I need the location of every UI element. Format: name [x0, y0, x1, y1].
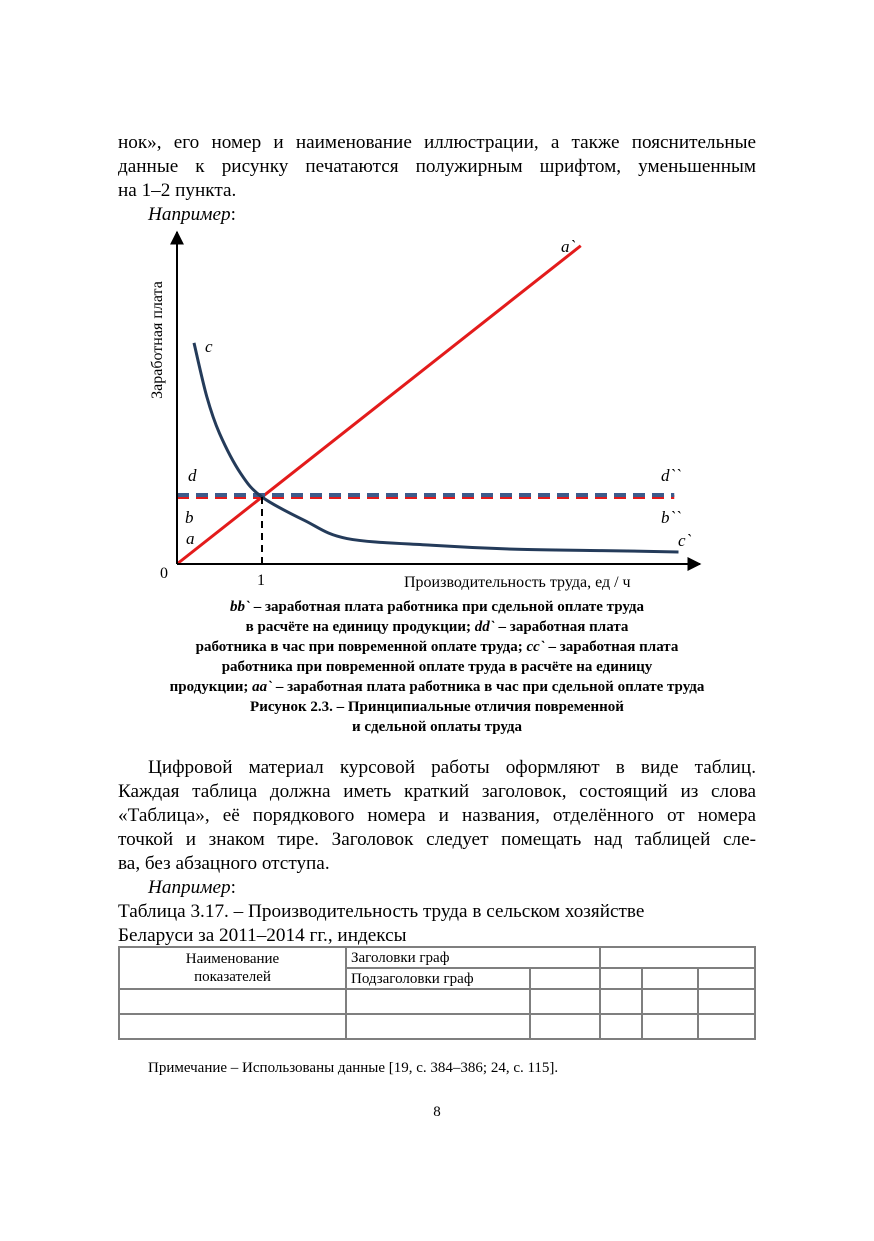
wage-chart: [0, 0, 874, 600]
caption-text: работника при повременной оплате труда в расчёте на единицу: [221, 659, 653, 675]
tables-paragraph: [118, 756, 756, 948]
table-cell: [600, 968, 642, 989]
table-title-line: Беларуси за 2011–2014 гг., индексы: [118, 925, 407, 946]
table-row: [119, 1014, 755, 1039]
header-column-headings: Заголовки граф: [346, 947, 600, 968]
label-a: a: [186, 529, 195, 548]
figure-title-line: [118, 717, 756, 737]
header-line: Наименование: [185, 951, 280, 967]
caption-text: продукции;: [169, 679, 253, 695]
caption-series-name: aa`: [252, 679, 273, 695]
table-cell: [346, 1014, 530, 1039]
caption-series-name: bb`: [229, 599, 250, 615]
caption-text: и сдельной оплаты труда: [351, 719, 523, 735]
table-row: [119, 989, 755, 1014]
header-empty: [600, 947, 755, 968]
caption-text: в расчёте на единицу продукции;: [245, 619, 475, 635]
label-c-end: c`: [678, 531, 692, 550]
table-cell: [346, 989, 530, 1014]
table-title-line: Таблица 3.17. – Производительность труда в сельском хозяйстве: [118, 901, 645, 922]
table-cell: [530, 968, 600, 989]
table-cell: [530, 1014, 600, 1039]
caption-line: [118, 677, 756, 697]
caption-text: – заработная плата: [544, 639, 679, 655]
header-indicators: [119, 947, 346, 989]
origin-label: 0: [160, 565, 168, 582]
label-d: d: [188, 466, 197, 485]
label-c: c: [205, 337, 213, 356]
caption-text: – заработная плата: [494, 619, 629, 635]
body-line: Каждая таблица должна иметь краткий заголовок, состоящий из слова: [118, 781, 756, 802]
label-a-end: a`: [561, 237, 576, 256]
example-label-line: [118, 876, 756, 900]
table-cell: [642, 1014, 698, 1039]
x-axis-label: Производительность труда, ед / ч: [404, 574, 631, 591]
table-cell: [600, 989, 642, 1014]
table-cell: [698, 989, 755, 1014]
table-header-row: [119, 947, 755, 968]
caption-line: [118, 657, 756, 677]
table-cell: [119, 1014, 346, 1039]
intro-line: нок», его номер и наименование иллюстрации, а также пояснительные: [118, 132, 756, 153]
label-b-end: b``: [661, 508, 681, 527]
caption-text: – заработная плата работника при сдельной оплате труда: [249, 599, 645, 615]
caption-series-name: cc`: [526, 639, 545, 655]
intro-line: данные к рисунку печатаются полужирным шрифтом, уменьшенным: [118, 156, 756, 177]
table-cell: [119, 989, 346, 1014]
example-label: Например: [148, 204, 231, 225]
table-note: Примечание – Использованы данные [19, с. 384–386; 24, с. 115].: [148, 1060, 559, 1076]
example-colon: :: [230, 877, 236, 898]
table-cell: [530, 989, 600, 1014]
table-cell: [698, 1014, 755, 1039]
subheader-column-headings: Подзаголовки граф: [346, 968, 530, 989]
caption-text: – заработная плата работника в час при сдельной оплате труда: [272, 679, 705, 695]
table-cell: [642, 968, 698, 989]
intro-line: на 1–2 пункта.: [118, 180, 237, 201]
caption-line: [118, 617, 756, 637]
figure-caption: [118, 597, 756, 737]
example-table: [118, 946, 756, 1040]
example-label: Например: [148, 877, 231, 898]
label-b: b: [185, 508, 194, 527]
caption-series-name: dd`: [474, 619, 495, 635]
figure-title-line: [118, 697, 756, 717]
caption-line: [118, 597, 756, 617]
table-cell: [600, 1014, 642, 1039]
body-line: ва, без абзацного отступа.: [118, 853, 330, 874]
header-line: показателей: [194, 969, 271, 985]
y-axis-label: Заработная плата: [149, 281, 166, 399]
page-number: 8: [433, 1104, 441, 1120]
series-cc-line: [194, 343, 679, 552]
body-line: точкой и знаком тире. Заголовок следует помещать над таблицей сле-: [118, 829, 756, 850]
body-line: Цифровой материал курсовой работы оформляют в виде таблиц.: [148, 757, 756, 778]
caption-text: работника в час при повременной оплате труда;: [195, 639, 527, 655]
table-cell: [642, 989, 698, 1014]
caption-line: [118, 637, 756, 657]
table-cell: [698, 968, 755, 989]
label-d-end: d``: [661, 466, 681, 485]
example-colon: :: [230, 204, 236, 225]
x-tick-label: 1: [257, 572, 265, 589]
series-aa-line: [177, 246, 581, 564]
body-line: «Таблица», её порядкового номера и названия, отделённого от номера: [118, 805, 756, 826]
caption-text: Рисунок 2.3. – Принципиальные отличия повременной: [250, 699, 624, 715]
